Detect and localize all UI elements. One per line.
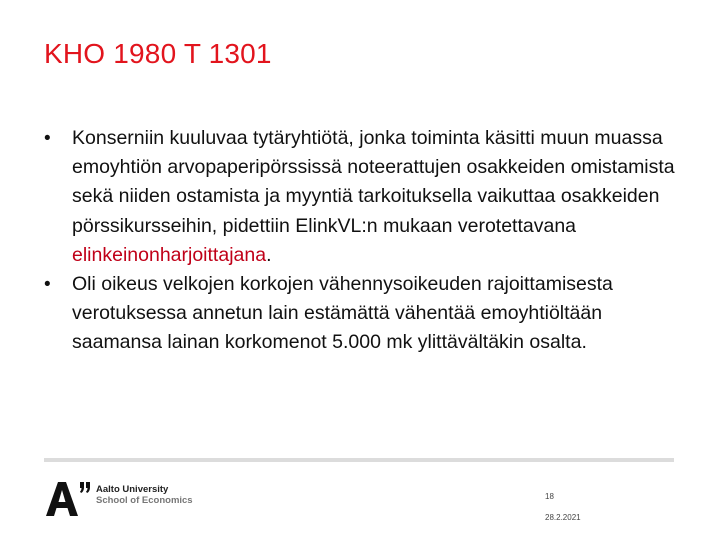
- page-number: 18: [545, 492, 554, 501]
- logo-line-school: School of Economics: [96, 495, 193, 506]
- highlighted-term: elinkeinonharjoittajana: [72, 243, 267, 266]
- footer-date: 28.2.2021: [545, 513, 581, 522]
- bullet-item: [44, 124, 684, 270]
- bullet-marker: •: [44, 274, 51, 296]
- bullet-text: Oli oikeus velkojen korkojen vähennysoikeuden rajoittamisesta verotuksessa annetun lain estämättä vähentää emoyhtiöltään saamansa lainan korkomenot 5.000 mk ylittävältäkin osalta.: [72, 273, 613, 354]
- bullet-text: Konserniin kuuluvaa tytäryhtiötä, jonka toiminta käsitti muun muassa emoyhtiön arvopaperipörssissä noteerattujen osakkeiden omistamista sekä niiden ostamista ja myyntiä tarkoituksella vaikuttaa osakkeiden pörssikursseihin, pidettiin ElinkVL:n mukaan verotettavana: [72, 127, 675, 237]
- bullet-item: [44, 270, 684, 358]
- logo-wordmark: [96, 484, 193, 506]
- bullet-marker: •: [44, 128, 51, 149]
- aalto-logo-icon: [44, 478, 92, 518]
- bullet-text-end: .: [266, 243, 272, 266]
- bullet-list: [44, 124, 684, 358]
- logo-line-university: Aalto University: [96, 484, 169, 495]
- footer-divider: [44, 458, 674, 462]
- slide-title: KHO 1980 T 1301: [44, 38, 272, 69]
